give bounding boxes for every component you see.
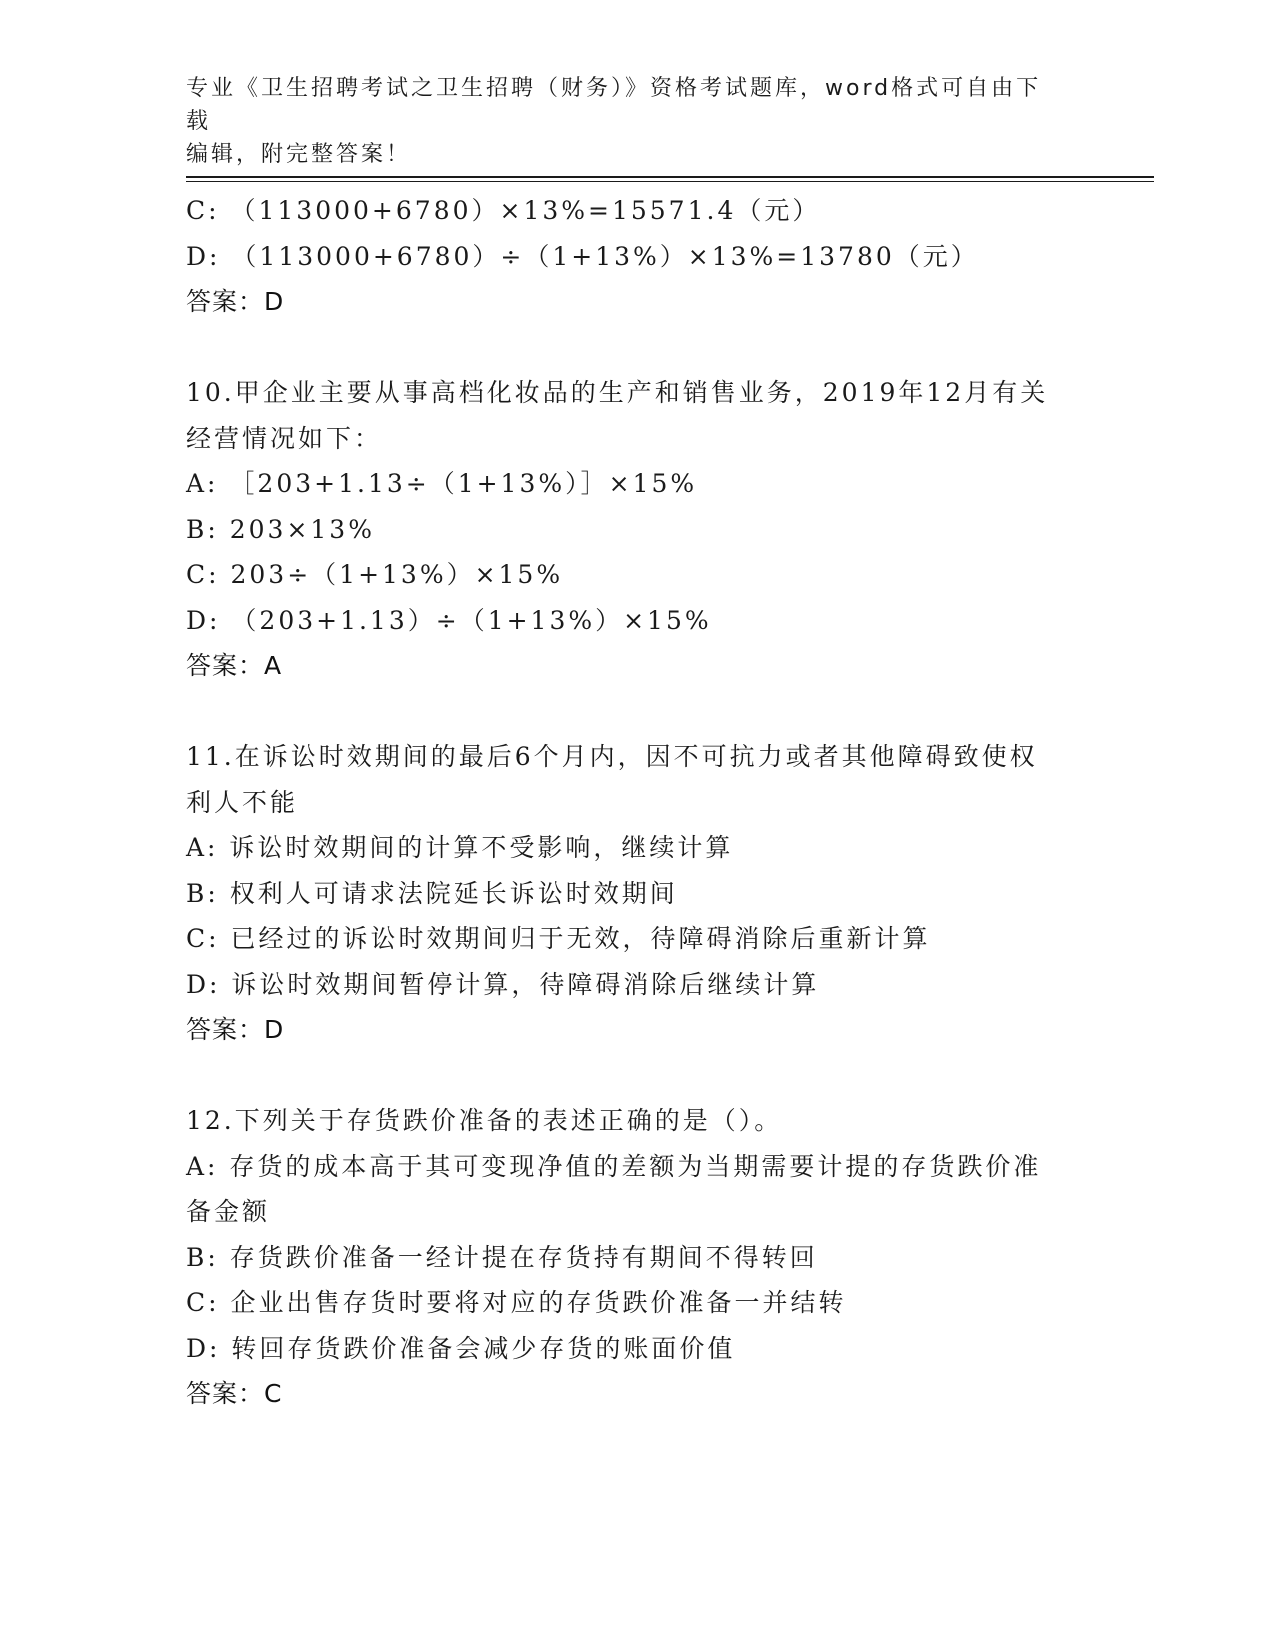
header-line-1: 专业《卫生招聘考试之卫生招聘（财务）》资格考试题库，word格式可自由下载 xyxy=(186,76,1042,134)
option-a: A: 存货的成本高于其可变现净值的差额为当期需要计提的存货跌价准 xyxy=(186,1151,1042,1181)
spacer xyxy=(186,689,1086,735)
option-b: B: 存货跌价准备一经计提在存货持有期间不得转回 xyxy=(186,1242,818,1272)
page-header xyxy=(186,72,1066,171)
question-10 xyxy=(186,370,1066,689)
option-d: D: 转回存货跌价准备会减少存货的账面价值 xyxy=(186,1333,736,1363)
header-divider-thick xyxy=(186,176,1154,178)
answer: 答案：C xyxy=(186,1379,283,1408)
question-content xyxy=(186,188,1086,1417)
header-divider-thin xyxy=(186,181,1154,182)
option-c: C: 企业出售存货时要将对应的存货跌价准备一并结转 xyxy=(186,1288,847,1317)
question-12 xyxy=(186,1098,1066,1417)
option-d: D: （113000+6780）÷（1+13%）×13%=13780（元） xyxy=(186,241,979,271)
answer: 答案：D xyxy=(186,1015,285,1044)
answer: 答案：A xyxy=(186,651,283,680)
question-11 xyxy=(186,734,1066,1053)
question-stem: 经营情况如下： xyxy=(186,423,383,453)
option-d: D: （203+1.13）÷（1+13%）×15% xyxy=(186,605,712,635)
option-b: B: 权利人可请求法院延长诉讼时效期间 xyxy=(186,878,678,908)
option-d: D: 诉讼时效期间暂停计算，待障碍消除后继续计算 xyxy=(186,969,820,999)
question-stem: 10.甲企业主要从事高档化妆品的生产和销售业务，2019年12月有关 xyxy=(186,378,1049,407)
answer: 答案：D xyxy=(186,287,285,316)
question-9-tail xyxy=(186,188,1066,325)
spacer xyxy=(186,325,1086,371)
header-line-2: 编辑，附完整答案！ xyxy=(186,142,412,167)
question-stem: 12.下列关于存货跌价准备的表述正确的是（）。 xyxy=(186,1106,783,1135)
option-b: B: 203×13% xyxy=(186,514,375,544)
option-a-continued: 备金额 xyxy=(186,1197,271,1226)
option-c: C: 已经过的诉讼时效期间归于无效，待障碍消除后重新计算 xyxy=(186,924,931,953)
option-c: C: 203÷（1+13%）×15% xyxy=(186,560,564,589)
question-stem: 11.在诉讼时效期间的最后6个月内，因不可抗力或者其他障碍致使权 xyxy=(186,742,1038,771)
spacer xyxy=(186,1053,1086,1099)
option-a: A: ［203+1.13÷（1+13%）］×15% xyxy=(186,469,698,498)
question-stem: 利人不能 xyxy=(186,787,299,817)
option-a: A: 诉讼时效期间的计算不受影响，继续计算 xyxy=(186,833,734,862)
option-c: C: （113000+6780）×13%=15571.4（元） xyxy=(186,196,821,225)
